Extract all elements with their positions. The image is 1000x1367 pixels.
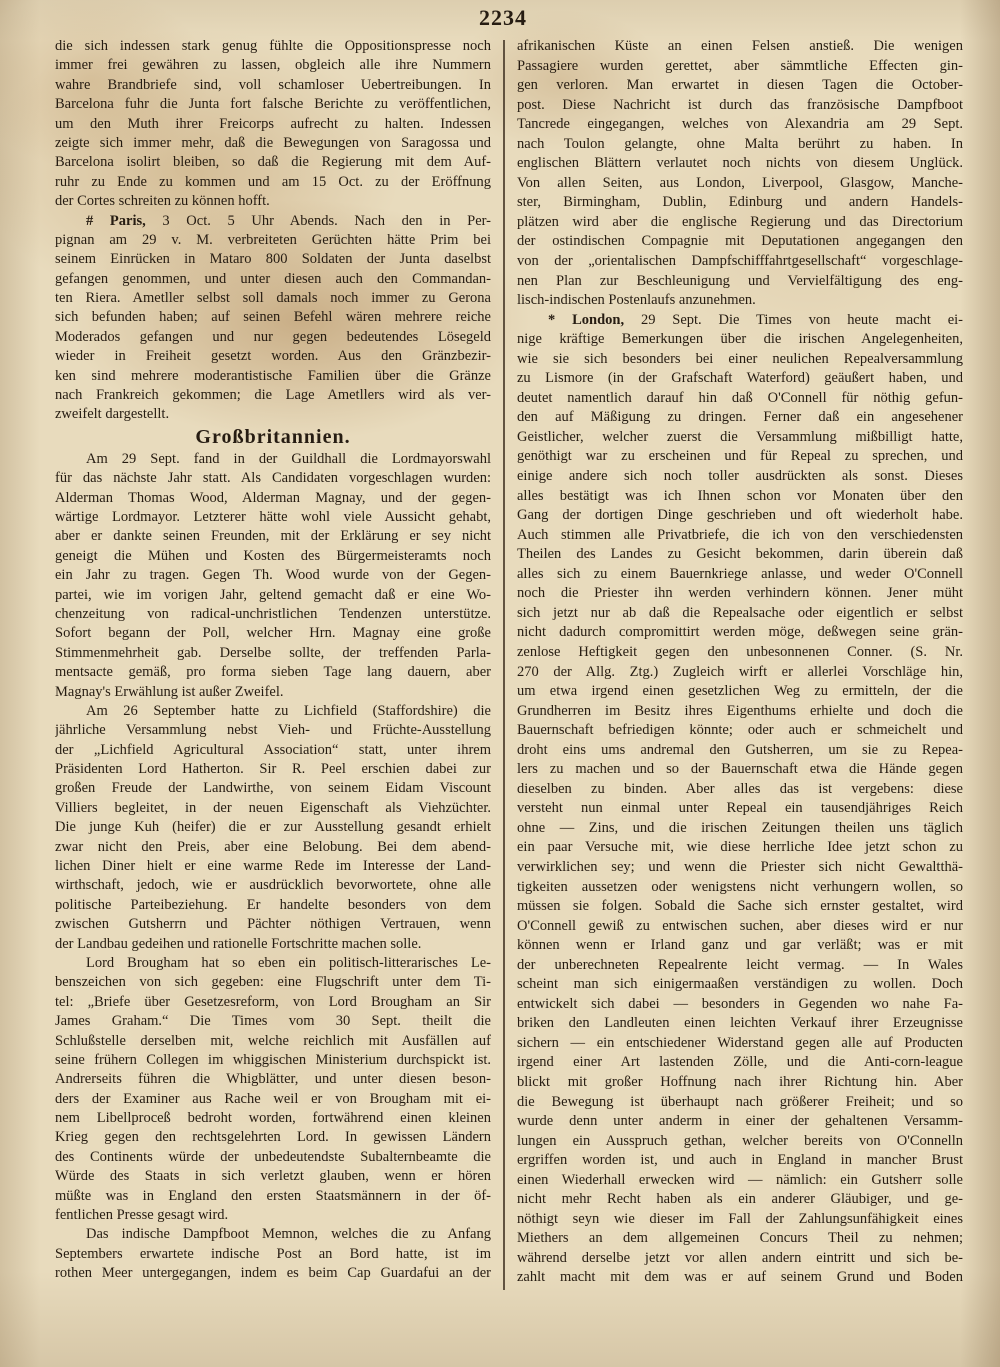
- text-line: sich befunden haben; auf seinen Befehl wären mehrere reiche: [55, 309, 491, 326]
- text-line: verwirklichen sey; und wenn die Priester sich nicht Gewaltthä-: [517, 858, 963, 875]
- text-line: nicht dadurch compromittirt werden möge, deßwegen seine grän-: [517, 624, 963, 641]
- text-line: wahre Brandbriefe sind, voll schamloser Uebertreibungen. In: [55, 76, 491, 93]
- text-line: politische Parteibeziehung. Er handelte besonders von dem: [55, 896, 491, 913]
- text-line: um etwa irgend einen gesetzlichen Weg zu ermitteln, der die: [517, 683, 963, 700]
- text-line: alles sich zu einem Bauernkriege anlasse, und weder O'Connell: [517, 565, 963, 582]
- text-line: tigkeiten aussetzen oder wenigstens nicht verhungern wollen, so: [517, 878, 963, 895]
- text-line: geneigt die Mühen und Kosten des Bürgermeisteramts noch: [55, 547, 491, 564]
- text-line: zenlose Heftigkeit gegen den unbesonnenen Conner. (S. Nr.: [517, 643, 963, 660]
- text-line: wirthschaft, jedoch, wie er ausdrücklich bevorwortete, ohne alle: [55, 877, 491, 894]
- article-paragraph: [55, 1225, 491, 1283]
- text-line: briken den Landleuten einen leichten Verkauf ihrer Erzeugnisse: [517, 1015, 963, 1032]
- text-line: James Graham.“ Die Times vom 30 Sept. theilt die: [55, 1013, 491, 1030]
- text-line: den auf Mäßigung zu dringen. Ferner daß ein angesehener: [517, 409, 963, 426]
- text-line: Gang der dortigen Dinge geschrieben und oft wiederholt habe.: [517, 507, 963, 524]
- text-line: Moderados gefangen und nur gegen bedeutendes Lösegeld: [55, 328, 491, 345]
- text-line: Barcelona fuhr die Junta fort falsche Berichte zu veröffentlichen,: [55, 96, 491, 113]
- text-line: Passagiere wurden gerettet, aber sämmtliche Effecten gin-: [517, 57, 963, 74]
- text-line: Tancrede eingegangen, welches von Alexandria am 29 Sept.: [517, 116, 963, 133]
- section-heading: Großbritannien.: [195, 425, 351, 448]
- text-line: benszeichen von sich gegeben: eine Flugschrift unter dem Ti-: [55, 974, 491, 991]
- text-line: Präsidenten Lord Hatherton. Sir R. Peel erschien dabei zur: [55, 761, 491, 778]
- text-line: einige andere sich noch toller ausdrückten als sonst. Dieses: [517, 468, 963, 485]
- text-line: sich jetzt nur ab daß die Repealsache oder eigentlich er selbst: [517, 604, 963, 621]
- text-line: [517, 311, 963, 331]
- text-line: Grundherren im Besitz ihres Eigenthums erhielte und doch die: [517, 702, 963, 719]
- text-line: Theilen des Landes zu Gesicht bekommen, darin überein daß: [517, 546, 963, 563]
- text-line: chenzeitung von radical-unchristlichen Tendenzen unterstütze.: [55, 605, 491, 622]
- text-line: seinem Einrücken in Mataro 800 Soldaten der Junta daselbst: [55, 251, 491, 268]
- text-line: Barcelona isolirt bleiben, so daß die Regierung mit dem Auf-: [55, 154, 491, 171]
- text-line: wie sie sich besonders bei einer neulichen Repealversammlung: [517, 350, 963, 367]
- text-line: plätzen wird aber die englische Regierung und das Directorium: [517, 213, 963, 230]
- text-line: jährliche Versammlung nebst Vieh- und Früchte-Ausstellung: [55, 722, 491, 739]
- text-line: zu Lismore (in der Grafschaft Waterford) geäußert haben, und: [517, 370, 963, 387]
- text-line: ders der Examiner aus Rache weil er von Brougham mit ei-: [55, 1090, 491, 1107]
- text-line: Andrerseits führen die Whigblätter, und unter diesen beson-: [55, 1071, 491, 1088]
- text-line: Geistlicher, welcher zuerst die Versammlung mißbilligt hatte,: [517, 428, 963, 445]
- text-line: pignan am 29 v. M. verbreiteten Gerüchten hätte Prim bei: [55, 231, 491, 248]
- text-line: englischen Blättern verlautet noch nichts von diesem Unglück.: [517, 155, 963, 172]
- left-column: [55, 37, 491, 1284]
- text-line: des Continents würde der unbedeutendste Subalternbeamte die: [55, 1148, 491, 1165]
- text-line: blickt mit großer Hoffnung nach ihrer Richtung hin. Aber: [517, 1073, 963, 1090]
- line-text: 29 Sept. Die Times von heute macht ei-: [640, 311, 963, 328]
- text-line: noch die Priester ihn werden verhindern können. Jener müht: [517, 585, 963, 602]
- text-line: können wenn er Irland ganz und gar verläßt; was er mit: [517, 937, 963, 954]
- text-line: Die junge Kuh (heifer) die er zur Ausstellung gesandt erhielt: [55, 819, 491, 836]
- text-line: nem Libellproceß bedroht worden, fortwährend einen kleinen: [55, 1110, 491, 1127]
- text-line: nöthigt seyn wie dieser im Fall der Zahlungsunfähigkeit eines: [517, 1210, 963, 1227]
- text-line: zahlt macht mit dem was er auf seinem Grund und Boden: [517, 1269, 963, 1286]
- text-line: gefangen genommen, und unter diesen auch den Commandan-: [55, 270, 491, 287]
- text-line: lungen ein Ausspruch gethan, welcher bereits von O'Connelln: [517, 1132, 963, 1149]
- text-line: von der „orientalischen Dampfschifffahrtgesellschaft“ vorgeschlage-: [517, 253, 963, 270]
- text-line: ruhr zu Ende zu kommen und am 15 Oct. zu der Eröffnung: [55, 173, 491, 190]
- text-line: der „Lichfield Agricultural Association“ statt, unter ihrem: [55, 741, 491, 758]
- right-column: [517, 37, 963, 1288]
- text-line: Sofort begann der Poll, welcher Hrn. Magnay eine große: [55, 625, 491, 642]
- text-line: nach Toulon gelangte, ohne Malta berührt zu haben. In: [517, 135, 963, 152]
- text-line: nicht mehr Recht haben als ein anderer Gläubiger, und ge-: [517, 1191, 963, 1208]
- line-text: 3 Oct. 5 Uhr Abends. Nach den in Per-: [162, 212, 491, 229]
- text-line: ein Jahr zu tragen. Gegen Th. Wood wurde von der Gegen-: [55, 567, 491, 584]
- text-line: ein paar Versuche mit, wie diese herrliche Idee jetzt schon zu: [517, 839, 963, 856]
- text-line: ster, Birmingham, Dublin, Edinburg und andern Handels-: [517, 194, 963, 211]
- text-line: wieder in Freiheit gesetzt worden. Aus den Gränzbezir-: [55, 348, 491, 365]
- text-line: immer frei gewähren zu lassen, obgleich alle ihre Nummern: [55, 57, 491, 74]
- text-line: Am 26 September hatte zu Lichfield (Staffordshire) die: [86, 702, 491, 719]
- text-line: einen Wiederhall erwecken wird — nämlich: ein Gutsherr solle: [517, 1171, 963, 1188]
- text-line: tel: „Briefe über Gesetzesreform, von Lord Brougham an Sir: [55, 993, 491, 1010]
- column-rule: [503, 40, 505, 1290]
- text-line: nige kräftige Bemerkungen über die irischen Angelegenheiten,: [517, 331, 963, 348]
- text-line: 270 der Allg. Ztg.) Zugleich wirft er allerlei Vorschläge hin,: [517, 663, 963, 680]
- text-line: zwar nicht den Preis, aber eine Belobung. Bei dem abend-: [55, 838, 491, 855]
- text-line: rothen Meer untergegangen, indem es beim Cap Guardafui an der: [55, 1265, 491, 1282]
- text-line: der ostindischen Compagnie mit Deputationen angegangen den: [517, 233, 963, 250]
- article-paragraph: [55, 702, 491, 954]
- text-line: lichen Diner hielt er eine warme Rede im Interesse der Land-: [55, 858, 491, 875]
- text-line: Magnay's Erwählung ist außer Zweifel.: [55, 683, 284, 700]
- text-line: nen Plan zur Beschleunigung und Vervielfältigung des eng-: [517, 272, 963, 289]
- text-line: großen Freude der Landwirthe, von seinem Eidam Viscount: [55, 780, 491, 797]
- text-line: Septembers erwartete indische Post an Bord hatte, ist im: [55, 1245, 491, 1262]
- text-line: afrikanischen Küste an einen Felsen anstieß. Die wenigen: [517, 38, 963, 54]
- text-line: Das indische Dampfboot Memnon, welches die zu Anfang: [86, 1226, 491, 1243]
- text-line: der unberechneten Repealrente leicht vermag. — In Wales: [517, 956, 963, 973]
- text-line: genöthigt war zu erscheinen und für Repeal zu sprechen, und: [517, 448, 963, 465]
- text-line: fentlichen Presse gesagt wird.: [55, 1207, 229, 1224]
- text-line: ten Riera. Ametller selbst soll damals noch immer zu Gerona: [55, 290, 491, 307]
- text-line: Villiers begleitet, in der neuen Eigenschaft als Viehzüchter.: [55, 799, 491, 816]
- text-line: wurde denn unter anderm in einer der gehaltenen Versamm-: [517, 1113, 963, 1130]
- text-line: ergriffen worden ist, und auch in England in mancher Brust: [517, 1152, 963, 1169]
- text-line: ohne — Zins, und die irischen Zeitungen theilen uns täglich: [517, 819, 963, 836]
- text-line: zwischen Gutsherrn und Pächter nöthigen Vertrauen, wenn: [55, 916, 491, 933]
- article-paragraph-continued: [517, 37, 963, 311]
- text-line: alles bestätigt was ich Ihnen schon vor Monaten über den: [517, 487, 963, 504]
- text-line: ken sind mehrere moderantistische Familien über die Gränze: [55, 367, 491, 384]
- article-paragraph-continued: [55, 37, 491, 212]
- text-line: müßte was in England den ersten Staatsmännern in der öf-: [55, 1187, 491, 1204]
- text-line: Würde des Staats in sich verletzt glauben, wenn er hören: [55, 1168, 491, 1185]
- page-number: 2234: [479, 5, 527, 30]
- text-line: zeigte sich immer mehr, daß die Bewegungen von Saragossa und: [55, 134, 491, 151]
- text-line: mentsacte gemäß, pro forma sieben Tage lang dauern, aber: [55, 664, 491, 681]
- text-line: deutet namentlich darauf hin daß O'Connell für nöthig gefun-: [517, 389, 963, 406]
- text-line: Stimmenmehrheit gab. Derselbe sollte, der treffenden Parla-: [55, 644, 491, 661]
- text-line: sichern — ein entschiedener Widerstand gegen alle auf Producten: [517, 1034, 963, 1051]
- text-line: scheint man sich einigermaaßen verständigen zu wollen. Doch: [517, 976, 963, 993]
- text-line: der Landbau gedeihen und rationelle Fortschritte machen solle.: [55, 935, 422, 952]
- text-line: O'Connell gewiß zu entwischen suchen, aber dieses wird er nur: [517, 917, 963, 934]
- text-line: während derselbe jetzt vor allen andern eintritt und sich be-: [517, 1249, 963, 1266]
- text-line: Alderman Thomas Wood, Alderman Magnay, und der gegen-: [55, 489, 491, 506]
- text-line: zweifelt dargestellt.: [55, 406, 170, 423]
- text-line: Lord Brougham hat so eben ein politisch-litterarisches Le-: [86, 954, 491, 971]
- text-line: versteht nun einmal unter Repeal ein tausendjähriges Reich: [517, 800, 963, 817]
- text-line: Auch stimmen alle Privatbriefe, die ich von den verschiedensten: [517, 526, 963, 543]
- text-line: Schlußstelle derselben mit, welche reichlich mit Ausfällen auf: [55, 1032, 491, 1049]
- text-line: [55, 212, 491, 231]
- article-paragraph: [55, 212, 491, 425]
- text-line: lers zu machen und so der Bauernschaft etwa die Hände gegen: [517, 761, 963, 778]
- text-line: Bauernschaft befriedigen könnte; oder auch er schmeichelt und: [517, 722, 963, 739]
- text-line: Am 29 Sept. fand in der Guildhall die Lordmayorswahl: [86, 450, 491, 467]
- text-line: post. Diese Nachricht ist durch das französische Dampfboot: [517, 96, 963, 113]
- dateline: # Paris,: [86, 212, 146, 229]
- article-paragraph: [55, 450, 491, 702]
- text-line: die sich indessen stark genug fühlte die Oppositionspresse noch: [55, 38, 491, 54]
- text-line: Krieg gegen den rechtsgelehrten Lord. In gewissen Ländern: [55, 1129, 491, 1146]
- text-line: dieselben zu binden. Aber alles das ist vergebens: diese: [517, 780, 963, 797]
- text-line: wärtige Lordmayor. Letzterer hätte wohl viele Aussicht gehabt,: [55, 508, 491, 525]
- text-line: um den Muth ihrer Freicorps aufrecht zu halten. Indessen: [55, 115, 491, 132]
- text-line: der Cortes schreiten zu können hofft.: [55, 193, 270, 210]
- text-line: droht eins ums andremal den Gutsherren, um sie zu Repea-: [517, 741, 963, 758]
- text-line: nach Frankreich gekommen; die Lage Ametllers wird als ver-: [55, 387, 491, 404]
- text-line: partei, wie im vorigen Jahr, geltend gemacht daß er eine Wo-: [55, 586, 491, 603]
- text-line: die Bewegung ist überhaupt nach größerer Freiheit; und so: [517, 1093, 963, 1110]
- article-paragraph: [55, 954, 491, 1225]
- text-line: müssen sie folgen. Sobald die Sache sich ernster gestaltet, wird: [517, 898, 963, 915]
- text-line: für das nächste Jahr statt. Als Candidaten vorgeschlagen wurden:: [55, 470, 491, 487]
- text-line: Miethers an dem allgemeinen Concurs Theil zu nehmen;: [517, 1230, 963, 1247]
- dateline: * London,: [548, 311, 625, 328]
- text-line: irgend einer Art lastenden Zölle, und die Anti-corn-league: [517, 1054, 963, 1071]
- text-line: gen verloren. Man erwartet in diesen Tagen die October-: [517, 77, 963, 94]
- text-line: Von allen Seiten, aus London, Liverpool, Glasgow, Manche-: [517, 174, 963, 191]
- text-line: aber er dankte seinen Freunden, mit der Erklärung er sey nicht: [55, 528, 491, 545]
- text-line: seine frühern Collegen im whiggischen Ministerium durchspickt ist.: [55, 1051, 491, 1068]
- article-paragraph: [517, 311, 963, 1288]
- text-line: entwickelt sich dabei — besonders in Gegenden wo nahe Fa-: [517, 995, 963, 1012]
- text-line: lisch-indischen Postenlaufs anzunehmen.: [517, 292, 756, 309]
